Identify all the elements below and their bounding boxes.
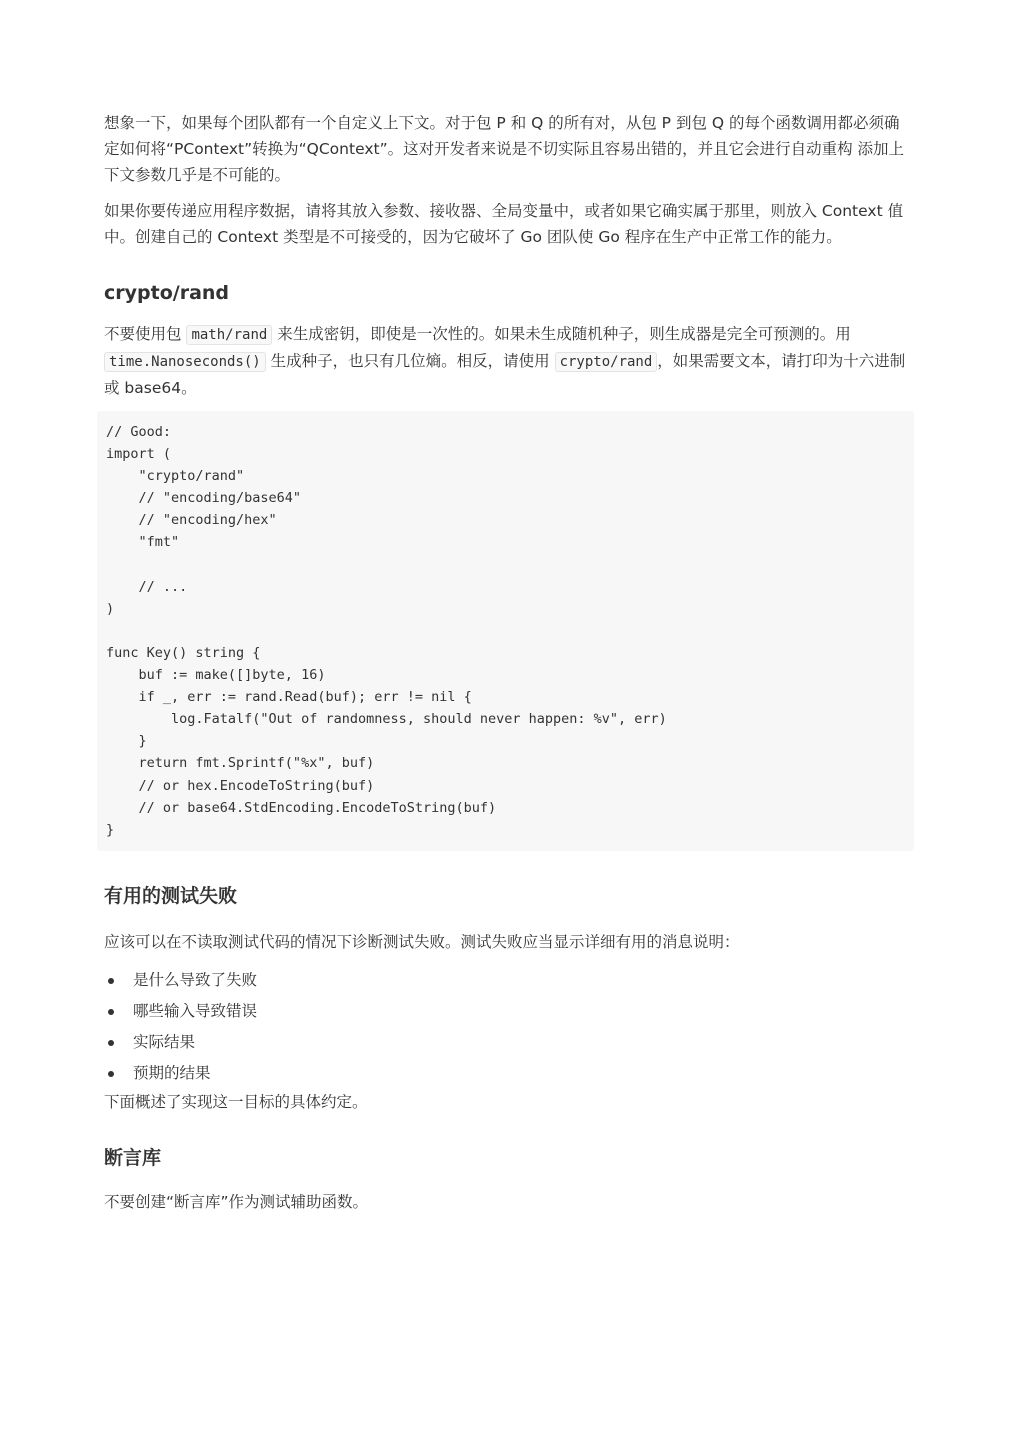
- list-item: [104, 1058, 914, 1089]
- list-item-text: 实际结果: [133, 1032, 196, 1051]
- paragraph-test-failures-intro: 应该可以在不读取测试代码的情况下诊断测试失败。测试失败应当显示详细有用的消息说明：: [104, 932, 740, 951]
- inline-code-crypto-rand: crypto/rand: [555, 352, 658, 372]
- paragraph-crypto-rand: [104, 321, 914, 401]
- document-page: [104, 110, 914, 1225]
- list-item-text: 预期的结果: [133, 1063, 211, 1082]
- bullet-dot-icon: [108, 1009, 114, 1015]
- list-item: [104, 965, 914, 996]
- crypto-text-3: 生成种子，也只有几位熵。相反，请使用: [265, 352, 555, 370]
- bullet-dot-icon: [108, 978, 114, 984]
- paragraph-conventions-outline: 下面概述了实现这一目标的具体约定。: [104, 1092, 368, 1111]
- bullet-dot-icon: [108, 1071, 114, 1077]
- list-item: [104, 996, 914, 1027]
- crypto-text-4: ，如果需要文本，请打印为十六进制或 base64。: [104, 352, 906, 397]
- list-item-text: 是什么导致了失败: [133, 970, 258, 989]
- heading-useful-test-failures: 有用的测试失败: [104, 884, 238, 907]
- crypto-text-1: 不要使用包: [104, 325, 187, 343]
- paragraph-custom-context: 想象一下，如果每个团队都有一个自定义上下文。对于包 P 和 Q 的所有对，从包 P 到包 Q 的每个函数调用都必须确定如何将“PContext”转换为“QContext”。这对开发者来说是不切实际且容易出错的，并且它会进行自动重构 添加上下文参数几乎是不可能的。: [104, 114, 905, 184]
- heading-crypto-rand: crypto/rand: [104, 282, 230, 304]
- bullet-dot-icon: [108, 1040, 114, 1046]
- inline-code-math-rand: math/rand: [186, 325, 272, 345]
- inline-code-nanoseconds: time.Nanoseconds(): [104, 352, 266, 372]
- heading-assertion-libraries: 断言库: [104, 1146, 162, 1169]
- failure-info-list: [104, 965, 914, 1089]
- code-block-key-example: // Good: import ( "crypto/rand" // "encoding/base64" // "encoding/hex" "fmt" // ... ) func Key() string { buf := make([]byte, 16) if _, err := rand.Read(buf); err != nil { log.Fatalf("Out of randomness, should never happen: %v", err) } return fmt.Sprintf("%x", buf) // or hex.EncodeToString(buf) // or base64.StdEncoding.EncodeToString(buf) }: [97, 411, 914, 851]
- list-item: [104, 1027, 914, 1058]
- crypto-text-2: 来生成密钥，即使是一次性的。如果未生成随机种子，则生成器是完全可预测的。用: [272, 325, 851, 343]
- paragraph-app-data: 如果你要传递应用程序数据，请将其放入参数、接收器、全局变量中，或者如果它确实属于那里，则放入 Context 值中。创建自己的 Context 类型是不可接受的，因为它破坏了 Go 团队使 Go 程序在生产中正常工作的能力。: [104, 202, 904, 246]
- list-item-text: 哪些输入导致错误: [133, 1001, 258, 1020]
- paragraph-assertion-libraries: 不要创建“断言库”作为测试辅助函数。: [104, 1192, 369, 1211]
